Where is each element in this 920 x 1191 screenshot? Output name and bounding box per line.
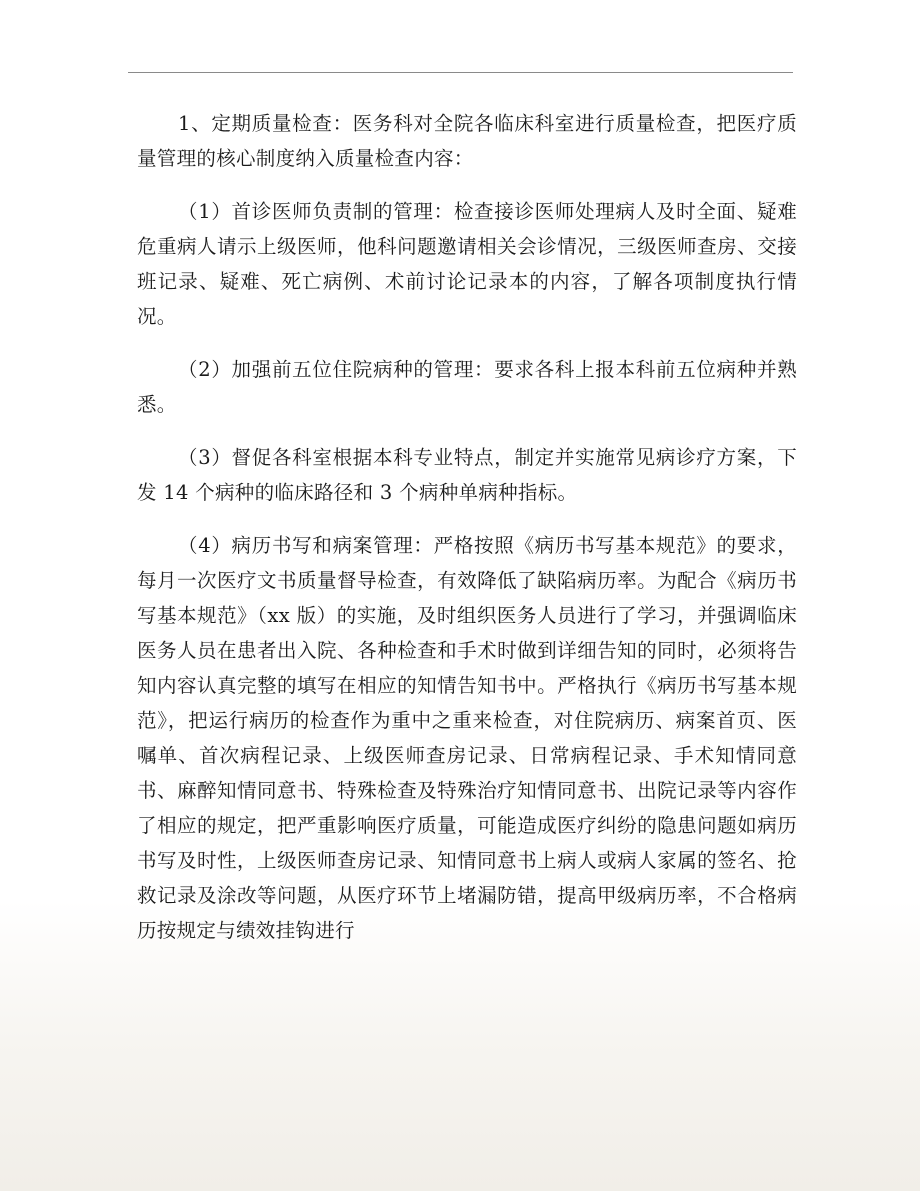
- paragraph-quality-inspection: 1、定期质量检查：医务科对全院各临床科室进行质量检查，把医疗质量管理的核心制度纳入质量检查内容：: [137, 112, 797, 170]
- paragraph-clinical-pathways: （3）督促各科室根据本科专业特点，制定并实施常见病诊疗方案，下发 14 个病种的临床路径和 3 个病种单病种指标。: [137, 446, 797, 504]
- paragraph-first-diagnosis: （1）首诊医师负责制的管理：检查接诊医师处理病人及时全面、疑难危重病人请示上级医师，他科问题邀请相关会诊情况，三级医师查房、交接班记录、疑难、死亡病例、术前讨论记录本的内容，了解各项制度执行情况。: [137, 200, 797, 328]
- document-body: [137, 106, 797, 948]
- paragraph-top-five-diseases: （2）加强前五位住院病种的管理：要求各科上报本科前五位病种并熟悉。: [137, 358, 797, 416]
- paragraph-medical-records: （4）病历书写和病案管理：严格按照《病历书写基本规范》的要求，每月一次医疗文书质量督导检查，有效降低了缺陷病历率。为配合《病历书写基本规范》（xx 版）的实施，及时组织医务人员进行了学习，并强调临床医务人员在患者出入院、各种检查和手术时做到详细告知的同时，必须将告知内容认真完整的填写在相应的知情告知书中。严格执行《病历书写基本规范》，把运行病历的检查作为重中之重来检查，对住院病历、病案首页、医嘱单、首次病程记录、上级医师查房记录、日常病程记录、手术知情同意书、麻醉知情同意书、特殊检查及特殊治疗知情同意书、出院记录等内容作了相应的规定，把严重影响医疗质量，可能造成医疗纠纷的隐患问题如病历书写及时性，上级医师查房记录、知情同意书上病人或病人家属的签名、抢救记录及涂改等问题，从医疗环节上堵漏防错，提高甲级病历率，不合格病历按规定与绩效挂钩进行: [137, 534, 797, 942]
- header-rule: [128, 72, 793, 73]
